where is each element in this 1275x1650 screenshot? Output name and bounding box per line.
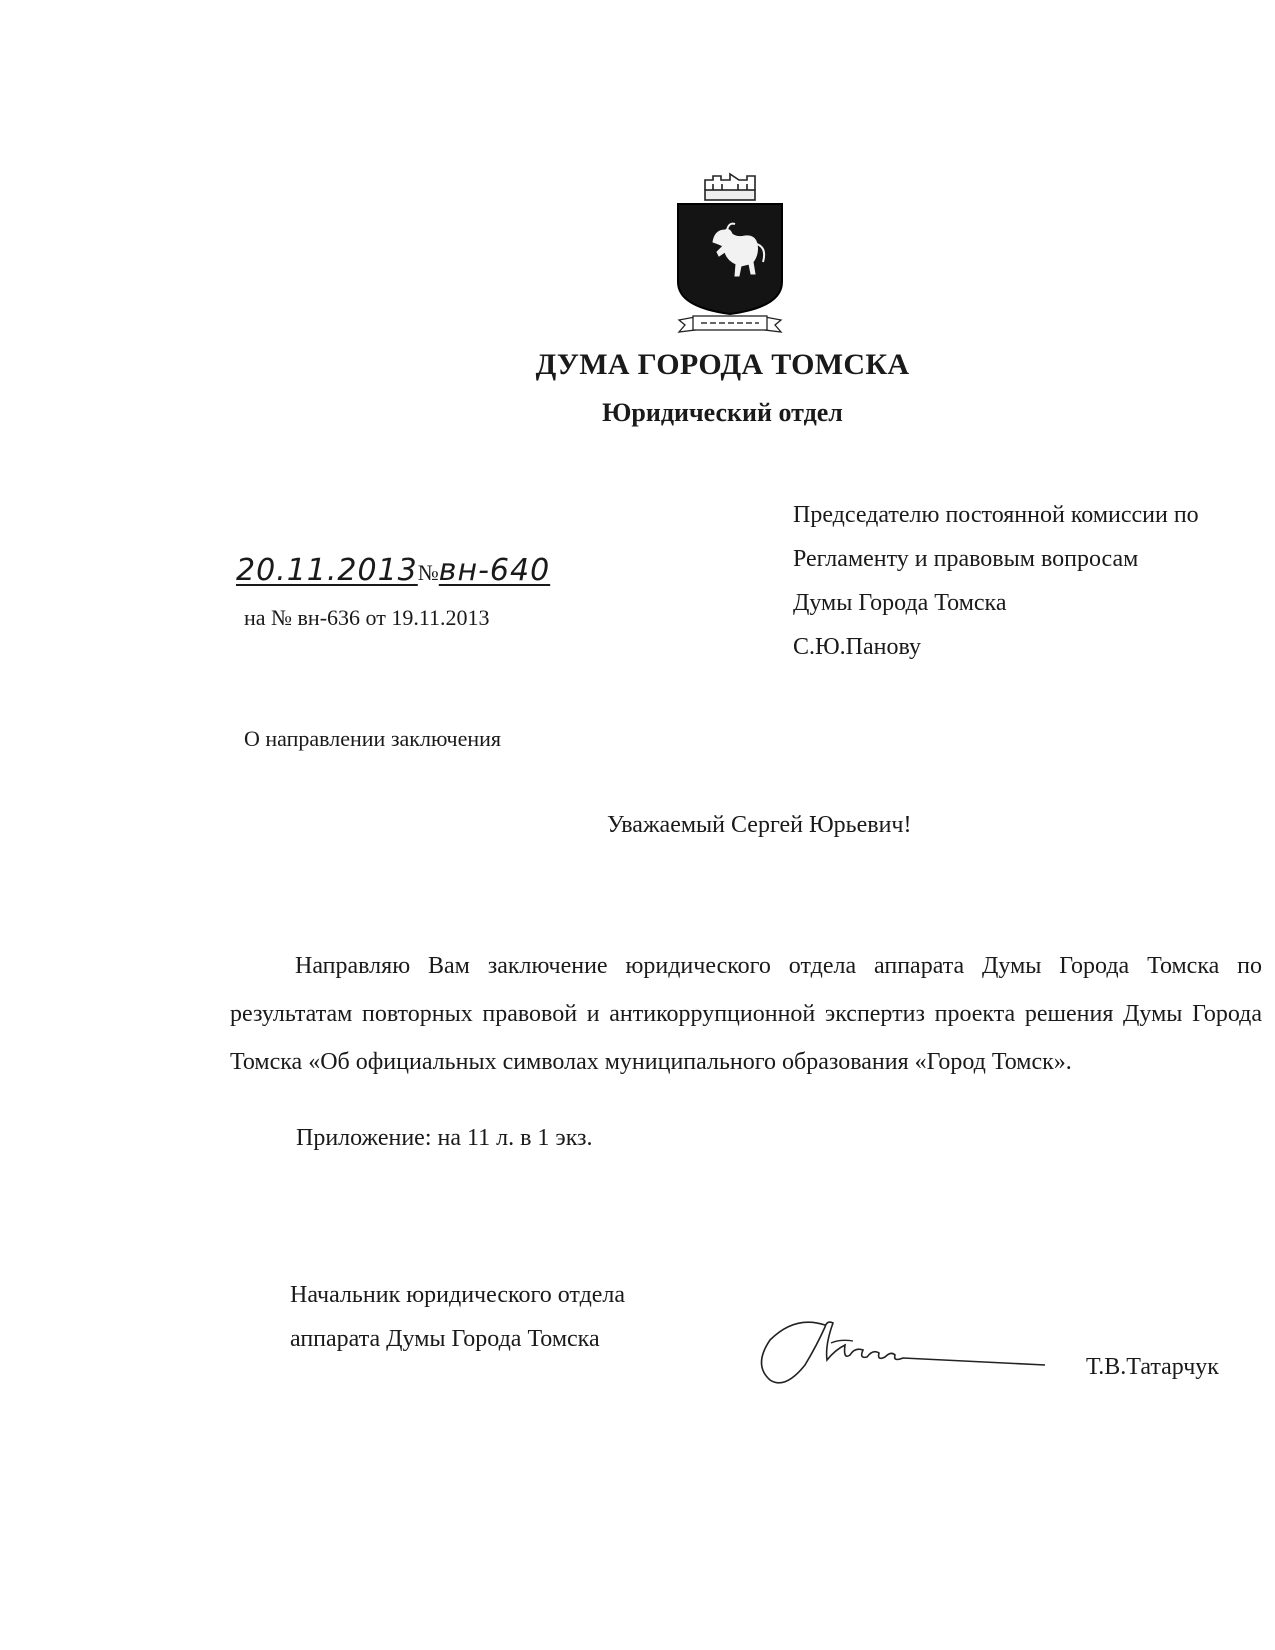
ribbon-icon: [679, 316, 781, 332]
letter-body: Направляю Вам заключение юридического отдела аппарата Думы Города Томска по результатам повторных правовой и антикоррупционной экспертиз проекта решения Думы Города Томска «Об официальных символах муниципального образования «Город Томск».: [230, 953, 1262, 1075]
greeting: Уважаемый Сергей Юрьевич!: [607, 812, 912, 838]
letter-subject: О направлении заключения: [244, 726, 502, 751]
handwritten-signature-icon: [755, 1305, 1045, 1395]
reference-line: на № вн-636 от 19.11.2013: [244, 605, 490, 630]
department-title: Юридический отдел: [602, 398, 843, 427]
addressee-line-4: С.Ю.Панову: [793, 634, 922, 660]
organization-title: ДУМА ГОРОДА ТОМСКА: [535, 348, 910, 381]
number-sign: №: [417, 560, 439, 585]
tomsk-coat-of-arms-icon: [675, 172, 785, 342]
crown-icon: [705, 174, 755, 200]
addressee-line-1: Председателю постоянной комиссии по: [793, 502, 1199, 528]
appendix-note: Приложение: на 11 л. в 1 экз.: [296, 1125, 593, 1151]
signer-position-line-2: аппарата Думы Города Томска: [290, 1326, 600, 1352]
signer-name: Т.В.Татарчук: [1086, 1354, 1219, 1380]
registration-number-line: [236, 553, 550, 588]
signer-position-line-1: Начальник юридического отдела: [290, 1282, 626, 1308]
registration-number: вн-640: [438, 553, 551, 588]
addressee-line-3: Думы Города Томска: [793, 590, 1007, 616]
registration-date: 20.11.2013: [236, 553, 418, 588]
addressee-line-2: Регламенту и правовым вопросам: [793, 546, 1139, 572]
